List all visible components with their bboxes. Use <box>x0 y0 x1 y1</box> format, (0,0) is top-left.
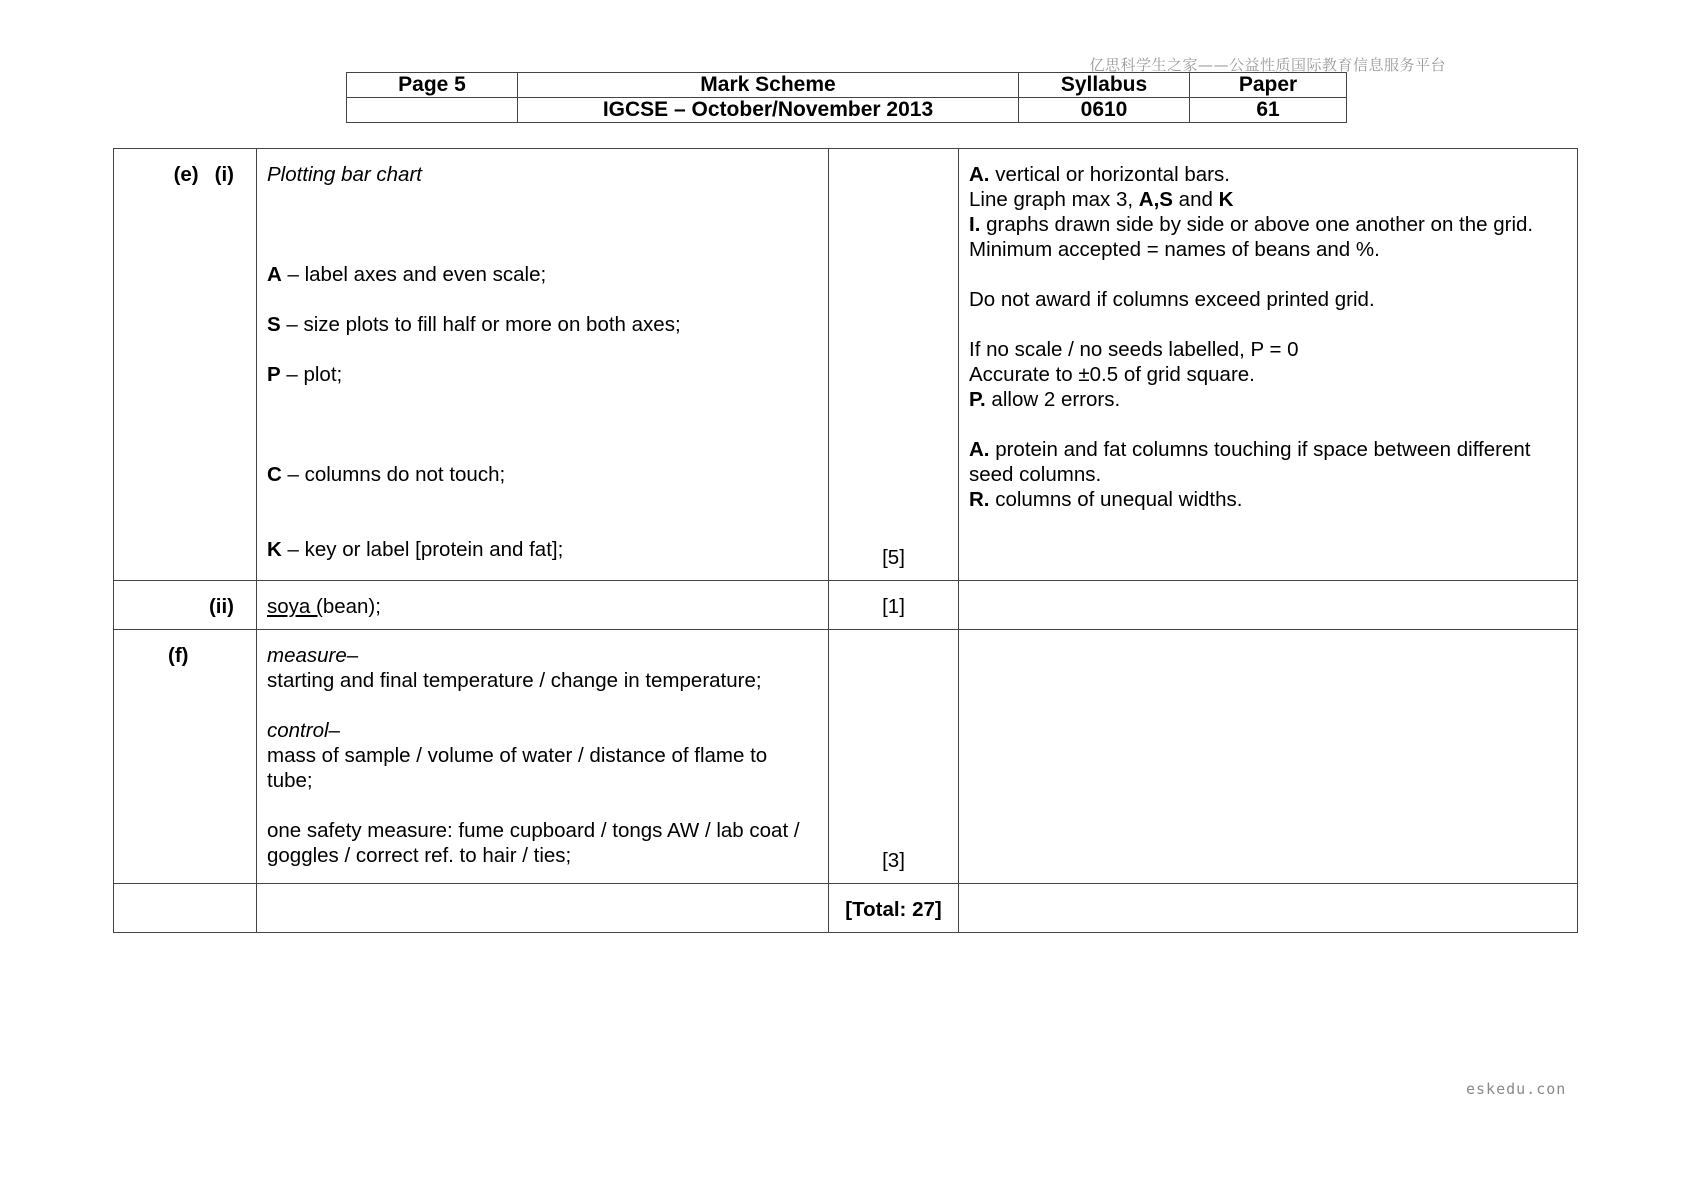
question-label-e-i <box>114 149 257 581</box>
control-text: mass of sample / volume of water / distance of flame to tube; <box>267 744 768 792</box>
question-label-ii: (ii) <box>114 581 257 630</box>
criterion-p: P – plot; <box>267 363 343 386</box>
question-label-f: (f) <box>114 630 257 884</box>
guidance-line: Accurate to ±0.5 of grid square. <box>969 363 1255 386</box>
guidance-ii <box>959 581 1578 630</box>
guidance-line: R. columns of unequal widths. <box>969 488 1243 511</box>
guidance-f <box>959 630 1578 884</box>
header-syllabus-label: Syllabus <box>1019 73 1190 98</box>
total-marks: [Total: 27] <box>829 884 959 933</box>
marks-f: [3] <box>829 630 959 884</box>
header-table <box>346 72 1347 123</box>
guidance-line: A. vertical or horizontal bars. <box>969 163 1230 186</box>
safety-text: one safety measure: fume cupboard / tongs AW / lab coat / goggles / correct ref. to hair / ties; <box>267 819 800 867</box>
answer-e-i <box>257 149 829 581</box>
header-paper-label: Paper <box>1190 73 1347 98</box>
guidance-e-i <box>959 149 1578 581</box>
measure-text: starting and final temperature / change in temperature; <box>267 669 762 692</box>
header-page: Page 5 <box>347 73 518 98</box>
criterion-a: A – label axes and even scale; <box>267 263 547 286</box>
guidance-line: Do not award if columns exceed printed grid. <box>969 288 1375 311</box>
total-empty-4 <box>959 884 1578 933</box>
marks-ii: [1] <box>829 581 959 630</box>
label-e: (e) <box>173 163 199 186</box>
guidance-line: I. graphs drawn side by side or above one another on the grid. <box>969 213 1534 236</box>
answer-f <box>257 630 829 884</box>
guidance-line: P. allow 2 errors. <box>969 388 1121 411</box>
row-e-i <box>114 149 1578 581</box>
mark-scheme-table <box>113 148 1578 933</box>
answer-rest: bean); <box>322 595 381 618</box>
guidance-line: Minimum accepted = names of beans and %. <box>969 238 1380 261</box>
header-title: Mark Scheme <box>518 73 1019 98</box>
total-empty-2 <box>257 884 829 933</box>
guidance-line: Line graph max 3, A,S and K <box>969 188 1234 211</box>
guidance-line: A. protein and fat columns touching if space between different seed columns. <box>969 438 1531 486</box>
label-i: (i) <box>214 163 234 186</box>
control-heading: control– <box>267 719 340 742</box>
header-exam: IGCSE – October/November 2013 <box>518 98 1019 123</box>
header-empty-cell <box>347 98 518 123</box>
row-total <box>114 884 1578 933</box>
watermark-bottom: eskedu.con <box>1466 1080 1567 1098</box>
measure-heading: measure– <box>267 644 359 667</box>
total-empty-1 <box>114 884 257 933</box>
marks-e-i: [5] <box>829 149 959 581</box>
answer-underlined: soya ( <box>267 595 323 618</box>
header-syllabus-code: 0610 <box>1019 98 1190 123</box>
row-ii <box>114 581 1578 630</box>
row-f <box>114 630 1578 884</box>
answer-ii <box>257 581 829 630</box>
criterion-k: K – key or label [protein and fat]; <box>267 538 564 561</box>
criterion-s: S – size plots to fill half or more on both axes; <box>267 313 681 336</box>
watermark-top: 亿思科学生之家——公益性质国际教育信息服务平台 <box>1089 56 1446 74</box>
header-paper-number: 61 <box>1190 98 1347 123</box>
guidance-line: If no scale / no seeds labelled, P = 0 <box>969 338 1299 361</box>
answer-title: Plotting bar chart <box>267 163 422 186</box>
criterion-c: C – columns do not touch; <box>267 463 506 486</box>
